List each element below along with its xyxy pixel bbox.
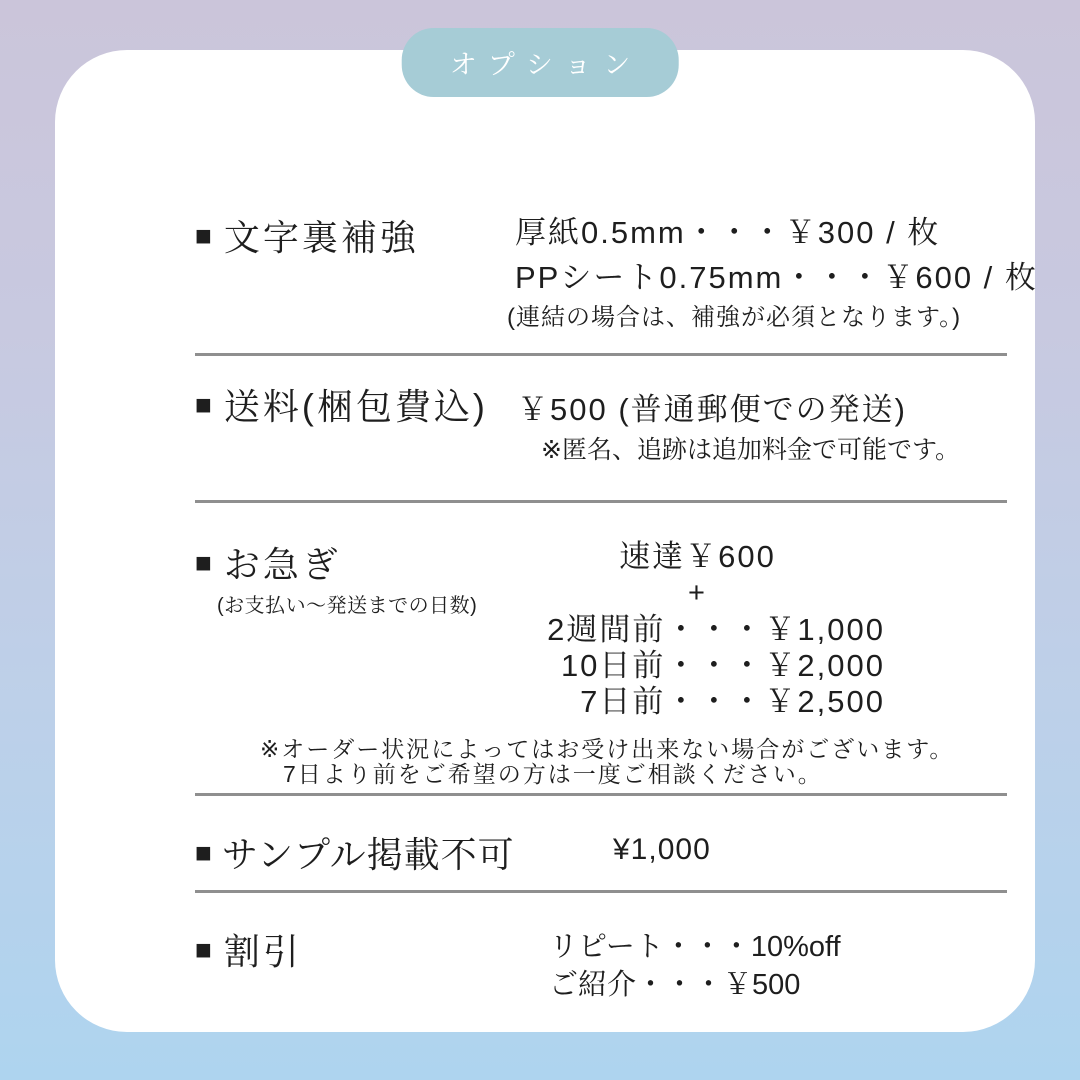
divider — [195, 793, 1007, 796]
divider — [195, 890, 1007, 893]
divider — [195, 500, 1007, 503]
section-reinforcement-title — [195, 210, 419, 261]
bullet-square-icon: ■ — [195, 388, 215, 420]
reinforcement-price-pp-sheet: PPシート0.75mm・・・￥600 / 枚 — [515, 260, 1038, 295]
rush-tier-10days: 10日前・・・￥2,000 — [560, 648, 885, 683]
rush-price-block — [510, 539, 885, 719]
rush-note-line2: 7日より前をご希望の方は一度ご相談ください。 — [283, 761, 823, 787]
rush-tier-2weeks: 2週間前・・・￥1,000 — [547, 612, 885, 647]
section-rush-title — [195, 537, 341, 588]
rush-sublabel: (お支払い〜発送までの日数) — [217, 595, 478, 617]
bullet-square-icon: ■ — [195, 836, 213, 868]
options-badge — [402, 28, 679, 97]
options-badge-label: オプション — [449, 50, 643, 80]
divider — [195, 353, 1007, 356]
rush-tier-7days: 7日前・・・￥2,500 — [580, 684, 885, 719]
section-discount-title — [195, 924, 302, 975]
reinforcement-note: (連結の場合は、補強が必須となります。) — [507, 304, 962, 331]
discount-referral: ご紹介・・・￥500 — [549, 969, 801, 1001]
sample-price: ¥1,000 — [613, 833, 711, 866]
bullet-square-icon: ■ — [195, 546, 215, 578]
shipping-note: ※匿名、追跡は追加料金で可能です。 — [541, 436, 960, 464]
section-sample-label: サンプル掲載不可 — [221, 834, 515, 875]
section-shipping-title — [195, 379, 488, 430]
options-card — [55, 50, 1038, 1032]
shipping-price: ￥500 (普通郵便での発送) — [517, 392, 907, 427]
section-reinforcement-label: 文字裏補強 — [223, 217, 419, 258]
discount-repeat: リピート・・・10%off — [549, 931, 841, 963]
reinforcement-price-cardboard: 厚紙0.5mm・・・￥300 / 枚 — [515, 215, 941, 250]
section-sample-title — [195, 827, 515, 878]
section-discount-label: 割引 — [223, 931, 302, 972]
bullet-square-icon: ■ — [195, 219, 215, 251]
section-rush-label: お急ぎ — [223, 544, 341, 585]
rush-note-line1: ※オーダー状況によってはお受け出来ない場合がございます。 — [260, 736, 955, 762]
plus-sign: + — [688, 577, 707, 609]
bullet-square-icon: ■ — [195, 933, 215, 965]
section-shipping-label: 送料(梱包費込) — [223, 386, 488, 427]
rush-express-price: 速達￥600 — [619, 539, 776, 574]
